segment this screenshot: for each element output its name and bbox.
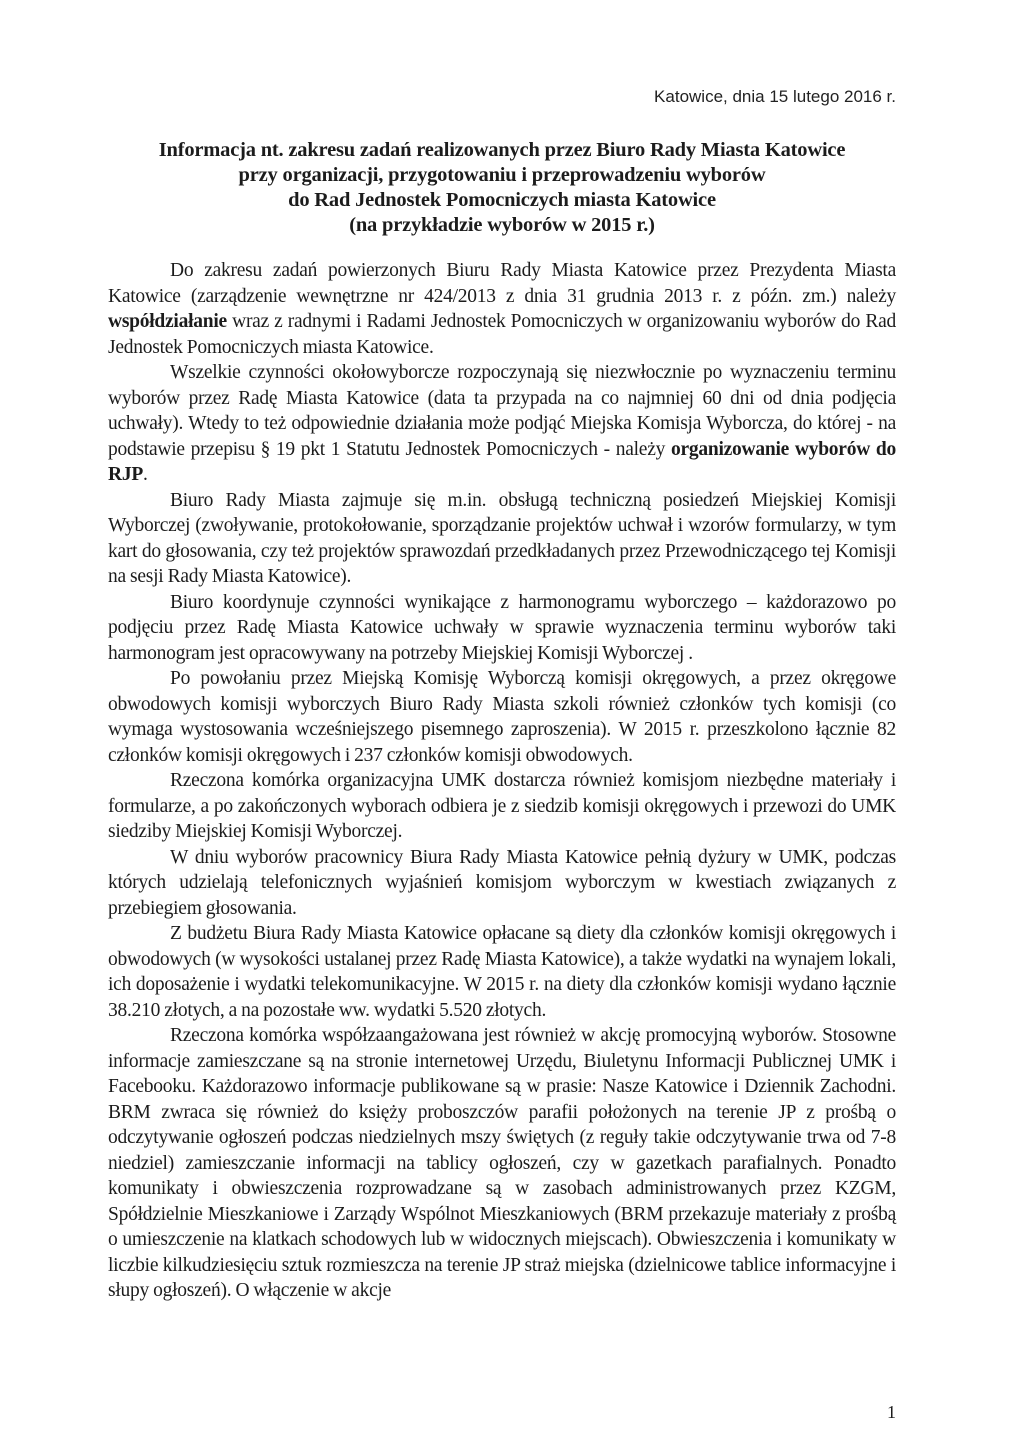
- title-line-2: przy organizacji, przygotowaniu i przeprowadzeniu wyborów: [238, 164, 766, 186]
- paragraph-3: Biuro Rady Miasta zajmuje się m.in. obsługą techniczną posiedzeń Miejskiej Komisji Wyborczej (zwoływanie, protokołowanie, sporządzanie projektów uchwał i wzorów formularzy, w tym kart do głosowania, czy też projektów sprawozdań przedkładanych przez Przewodniczącego tej Komisji na sesji Rady Miasta Katowice).: [108, 489, 896, 587]
- document-body: [108, 258, 896, 1304]
- paragraph-2-text-b: .: [143, 464, 148, 485]
- paragraph-6: Rzeczona komórka organizacyjna UMK dostarcza również komisjom niezbędne materiały i formularze, a po zakończonych wyborach odbiera je z siedzib komisji okręgowych i przewozi do UMK siedziby Miejskiej Komisji Wyborczej.: [108, 770, 896, 842]
- paragraph-8: Z budżetu Biura Rady Miasta Katowice opłacane są diety dla członków komisji okręgowych i obwodowych (w wysokości ustalanej przez Radę Miasta Katowice), a także wydatki na wynajem lokali, ich doposażenie i wydatki telekomunikacyjne. W 2015 r. na diety dla członków komisji wydano łącznie 38.210 złotych, a na pozostałe ww. wydatki 5.520 złotych.: [108, 923, 896, 1021]
- title-line-3: do Rad Jednostek Pomocniczych miasta Katowice: [288, 189, 716, 211]
- document-title: [108, 138, 896, 238]
- paragraph-5: Po powołaniu przez Miejską Komisję Wyborczą komisji okręgowych, a przez okręgowe obwodowych komisji wyborczych Biuro Rady Miasta szkoli również członków tych komisji (co wymaga wystosowania wcześniejszego pisemnego zaproszenia). W 2015 r. przeszkolono łącznie 82 członków komisji okręgowych i 237 członków komisji obwodowych.: [108, 668, 896, 766]
- title-line-1: Informacja nt. zakresu zadań realizowanych przez Biuro Rady Miasta Katowice: [158, 139, 846, 161]
- paragraph-2-text-a: Wszelkie czynności okołowyborcze rozpoczynają się niezwłocznie po wyznaczeniu terminu wyborów przez Radę Miasta Katowice (data ta przypada na co najmniej 60 dni od dnia podjęcia uchwały). Wtedy to też odpowiednie działania może podjąć Miejska Komisja Wyborcza, do której - na podstawie przepisu § 19 pkt 1 Statutu Jednostek Pomocniczych - należy: [108, 362, 896, 460]
- paragraph-2-bold: organizowanie wyborów do RJP: [108, 438, 896, 485]
- paragraph-1-bold: współdziałanie: [108, 311, 227, 332]
- paragraph-4: Biuro koordynuje czynności wynikające z harmonogramu wyborczego – każdorazowo po podjęciu przez Radę Miasta Katowice uchwały w sprawie wyznaczenia terminu wyborów taki harmonogram jest opracowywany na potrzeby Miejskiej Komisji Wyborczej .: [108, 591, 896, 664]
- title-line-4: (na przykładzie wyborów w 2015 r.): [349, 214, 655, 236]
- page-number: 1: [887, 1402, 896, 1422]
- paragraph-1: [108, 258, 896, 360]
- paragraph-2: [108, 360, 896, 488]
- paragraph-1-text-a: Do zakresu zadań powierzonych Biuru Rady Miasta Katowice przez Prezydenta Miasta Katowice (zarządzenie wewnętrzne nr 424/2013 z dnia 31 grudnia 2013 r. z późn. zm.) należy: [108, 260, 896, 307]
- paragraph-9: Rzeczona komórka współzaangażowana jest również w akcję promocyjną wyborów. Stosowne informacje zamieszczane są na stronie internetowej Urzędu, Biuletynu Informacji Publicznej UMK i Facebooku. Każdorazowo informacje publikowane są w prasie: Nasze Katowice i Dziennik Zachodni. BRM zwraca się również do księży proboszczów parafii położonych na terenie JP z prośbą o odczytywanie ogłoszeń podczas niedzielnych mszy świętych (z reguły takie odczytywanie trwa od 7-8 niedziel) zamieszczanie informacji na tablicy ogłoszeń, czy w gazetkach parafialnych. Ponadto komunikaty i obwieszczenia rozprowadzane są w zasobach administrowanych przez KZGM, Spółdzielnie Mieszkaniowe i Zarządy Wspólnot Mieszkaniowych (BRM przekazuje materiały z prośbą o umieszczenie na klatkach schodowych lub w widocznych miejscach). Obwieszczenia i komunikaty w liczbie kilkudziesięciu sztuk rozmieszcza na terenie JP straż miejska (dzielnicowe tablice informacyjne i słupy ogłoszeń). O włączenie w akcje: [108, 1025, 896, 1301]
- paragraph-7: W dniu wyborów pracownicy Biura Rady Miasta Katowice pełnią dyżury w UMK, podczas których udzielają telefonicznych wyjaśnień komisjom wyborczym w kwestiach związanych z przebiegiem głosowania.: [108, 846, 896, 919]
- document-date: Katowice, dnia 15 lutego 2016 r.: [654, 87, 896, 106]
- paragraph-1-text-b: wraz z radnymi i Radami Jednostek Pomocniczych w organizowaniu wyborów do Rad Jednostek Pomocniczych miasta Katowice.: [108, 311, 896, 358]
- document-page: [108, 0, 896, 1447]
